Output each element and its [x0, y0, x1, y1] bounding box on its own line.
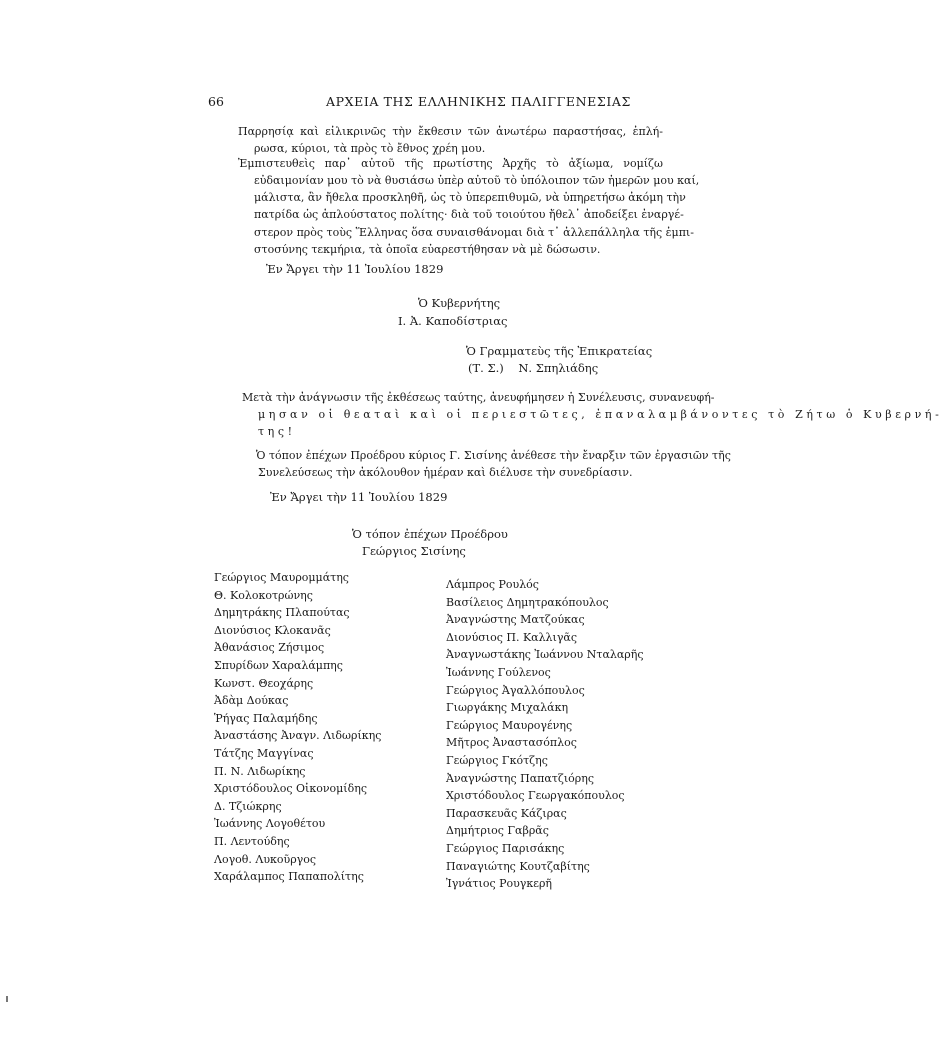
signatory-name: Χαράλαμπος Παπαπολίτης: [214, 870, 364, 884]
signatory-name: Τάτζης Μαγγίνας: [214, 746, 314, 760]
paragraph-1-rest: ρωσα, κύριοι, τὰ πρὸς τὸ ἔθνος χρέη μου.: [254, 142, 486, 155]
paragraph-2-rest: εὐδαιμονίαν μου τὸ νὰ θυσιάσω ὑπὲρ αὐτοῦ τὸ ὑπόλοιπον τῶν ἡμερῶν μου καί, μάλιστα, ἂν ἤθελα προσκληθῆ, ὡς τὸ ὑπερεπιθυμῶ, νὰ ὑπηρετήσω ἀκόμη τὴν πατρίδα ὡς ἁπλούστατος πολίτης· διὰ τοῦ τοιούτου ἤθελ᾽ ἀποδείξει ἐναργέ- στερον πρὸς τοὺς Ἕλληνας ὅσα συναισθάνομαι διὰ τ᾽ ἀλλεπάλληλα τῆς ἐμπι- στοσύνης τεκμήρια, τὰ ὁποῖα εὐαρεστήθησαν νὰ μὲ δώσωσιν.: [254, 174, 700, 256]
paragraph-4-rest: Συνελεύσεως τὴν ἀκόλουθον ἡμέραν καὶ διέλυσε τὴν συνεδρίασιν.: [258, 466, 633, 479]
signatory-name: Γεώργιος Μαυρογένης: [446, 718, 573, 732]
secretary-name: (Τ. Σ.) Ν. Σπηλιάδης: [468, 361, 599, 375]
scan-margin-mark: [6, 996, 8, 1002]
signatory-name: Π. Λεντούδης: [214, 834, 290, 848]
signatory-name: Δημητράκης Πλαπούτας: [214, 606, 350, 620]
signatory-name: Σπυρίδων Χαραλάμπης: [214, 658, 343, 672]
signatory-name: Ἀναγνώστης Ματζούκας: [446, 613, 585, 627]
signatory-name: Γεώργιος Μαυρομμάτης: [214, 571, 349, 584]
signatory-name: Ἰωάννης Λογοθέτου: [214, 817, 326, 831]
signatory-name: Ῥήγας Παλαμήδης: [214, 711, 318, 725]
signatory-name: Ἀδὰμ Δούκας: [214, 694, 289, 708]
signatory-name: Μῆτρος Ἀναστασόπλος: [446, 736, 577, 750]
governor-name: Ι. Ἀ. Καποδίστριας: [398, 314, 508, 328]
place-date-1: Ἐν Ἄργει τὴν 11 Ἰουλίου 1829: [266, 262, 444, 276]
signatory-name: Διονύσιος Π. Καλλιγᾶς: [446, 630, 578, 644]
signatory-name: Βασίλειος Δημητρακόπουλος: [446, 595, 609, 609]
signatory-name: Ἀναγνώστης Παπατζιόρης: [446, 771, 595, 785]
signatory-name: Ἀναγνωστάκης Ἰωάννου Νταλαρῆς: [446, 648, 644, 662]
governor-title: Ὁ Κυβερνήτης: [418, 296, 501, 310]
page-number: 66: [208, 94, 224, 109]
signatory-name: Χριστόδουλος Οἰκονομίδης: [214, 782, 367, 796]
signatory-name: Γεώργιος Γκότζης: [446, 753, 548, 767]
signatory-name: Διονύσιος Κλοκανᾶς: [214, 623, 331, 637]
signatories-left-column: [214, 569, 381, 886]
paragraph-1-line-1: Παρρησίᾳ καὶ εἰλικρινῶς τὴν ἔκθεσιν τῶν ἀνωτέρω παραστήσας, ἐπλή-: [238, 125, 663, 138]
signatories-right-column: [446, 576, 644, 893]
signatory-name: Γεώργιος Παρισάκης: [446, 841, 565, 855]
paragraph-4-line-1: Ὁ τόπον ἐπέχων Προέδρου κύριος Γ. Σισίνης ἀνέθεσε τὴν ἔναρξιν τῶν ἐργασιῶν τῆς: [256, 449, 731, 462]
signatory-name: Ἀθανάσιος Ζήσιμος: [214, 641, 325, 655]
signatory-name: Θ. Κολοκοτρώνης: [214, 588, 313, 602]
signatory-name: Γιωργάκης Μιχαλάκη: [446, 701, 569, 715]
signatory-name: Λάμπρος Ρουλός: [446, 578, 539, 591]
signatory-name: Λογοθ. Λυκοῦργος: [214, 852, 317, 866]
signatory-name: Ἀναστάσης Ἀναγν. Λιδωρίκης: [214, 729, 382, 743]
signatory-name: Δ. Τζιώκρης: [214, 799, 282, 813]
chair-name: Γεώργιος Σισίνης: [362, 544, 466, 558]
signatory-name: Κωνστ. Θεοχάρης: [214, 676, 314, 690]
signatory-name: Ἰωάννης Γούλενος: [446, 665, 551, 679]
paragraph-3-line-1: Μετὰ τὴν ἀνάγνωσιν τῆς ἐκθέσεως ταύτης, ἀνευφήμησεν ἡ Συνέλευσις, συνανευφή-: [242, 391, 715, 404]
signatory-name: Γεώργιος Ἀγαλλόπουλος: [446, 683, 585, 697]
chair-title: Ὁ τόπον ἐπέχων Προέδρου: [352, 527, 508, 541]
running-title: ΑΡΧΕΙΑ ΤΗΣ ΕΛΛΗΝΙΚΗΣ ΠΑΛΙΓΓΕΝΕΣΙΑΣ: [326, 94, 631, 109]
signatory-name: Παρασκευᾶς Κάζιρας: [446, 806, 567, 820]
signatory-name: Παναγιώτης Κουτζαβίτης: [446, 859, 590, 873]
paragraph-2-line-1: Ἐμπιστευθεὶς παρ᾽ αὐτοῦ τῆς πρωτίστης Ἀρχῆς τὸ ἀξίωμα, νομίζω: [238, 157, 663, 170]
paragraph-3-rest: μησαν οἱ θεαταὶ καὶ οἱ περιεστῶτες, ἐπαναλαμβάνοντες τὸ Ζήτω ὁ Κυβερνή- της!: [258, 408, 942, 439]
signatory-name: Ἰγνάτιος Ρουγκερῆ: [446, 877, 553, 891]
signatory-name: Π. Ν. Λιδωρίκης: [214, 764, 306, 778]
signatory-name: Χριστόδουλος Γεωργακόπουλος: [446, 789, 625, 803]
place-date-2: Ἐν Ἄργει τὴν 11 Ἰουλίου 1829: [270, 490, 448, 504]
signatory-name: Δημήτριος Γαβρᾶς: [446, 824, 549, 838]
secretary-title: Ὁ Γραμματεὺς τῆς Ἐπικρατείας: [466, 344, 653, 358]
